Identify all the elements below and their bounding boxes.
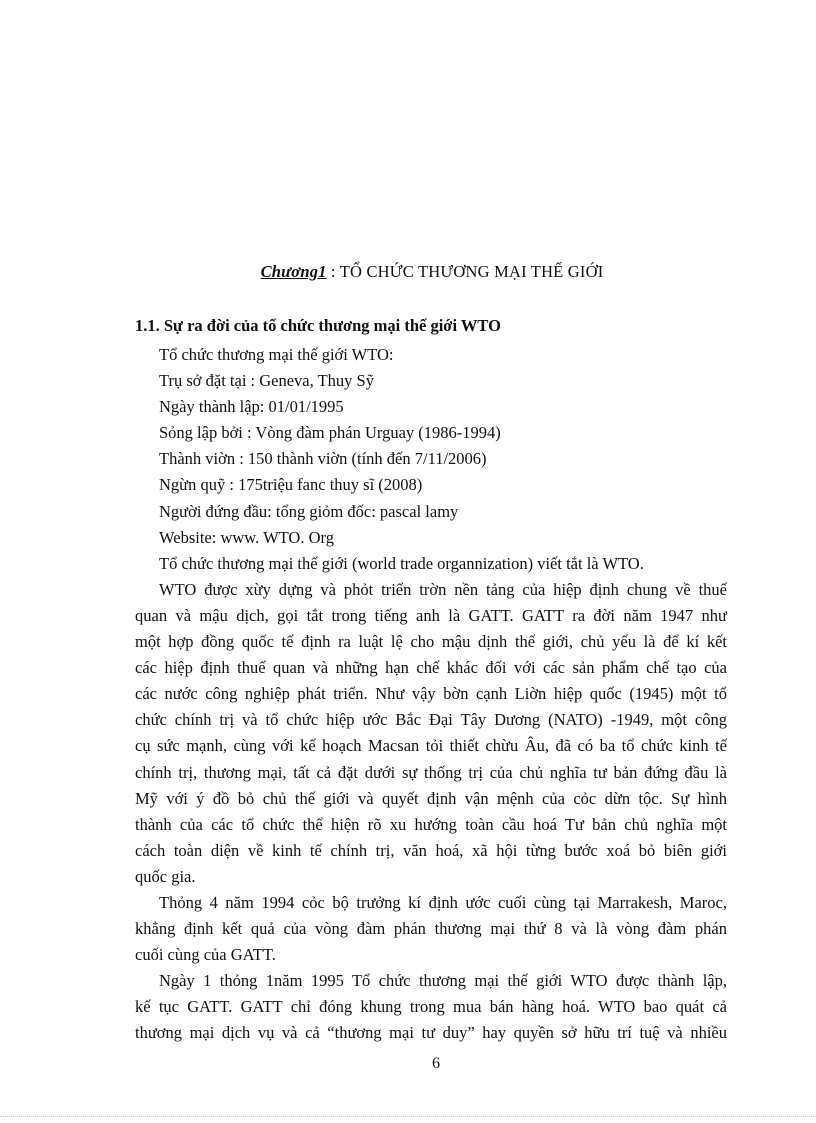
page-bottom-divider	[0, 1116, 816, 1117]
info-line-headquarters: Trụ sở đặt tại : Geneva, Thuy Sỹ	[159, 371, 374, 391]
paragraph-line: quan và mậu dịch, gọi tắt trong tiếng anh là GATT. GATT ra đời năm 1947 như	[135, 605, 727, 625]
paragraph-line: WTO được xừy dựng và phỏt triển trờn nền tảng của hiệp định chung về thuế	[159, 579, 727, 599]
paragraph-line: một hợp đồng quốc tế định ra luật lệ cho mậu dịnh thế giới, chủ yếu là để kí kết	[135, 632, 727, 652]
info-line-org: Tổ chức thương mại thế giới WTO:	[159, 345, 394, 364]
info-line-founded: Ngày thành lập: 01/01/1995	[159, 397, 344, 417]
info-line-head: Người đứng đầu: tổng giỏm đốc: pascal lamy	[159, 501, 459, 521]
section-heading: 1.1. Sự ra đời của tổ chức thương mại thế giới WTO	[135, 316, 501, 335]
paragraph-line: các hiệp định thuế quan và những hạn chế khác đối với các sản phẩm chế tạo của	[135, 658, 727, 678]
info-line-abbreviation: Tổ chức thương mại thế giới (world trade organnization) viết tắt là WTO.	[159, 553, 644, 573]
paragraph-line: cách toàn diện về kinh tế chính trị, văn hoá, xã hội từng bước xoá bỏ biên giới	[135, 840, 727, 860]
paragraph-line: cuối cùng của GATT.	[135, 945, 276, 965]
paragraph-line: thương mại dịch vụ và cả “thương mại tư duy” hay quyền sở hữu trí tuệ và nhiều	[135, 1023, 727, 1043]
paragraph-line: Thỏng 4 năm 1994 cỏc bộ trưởng kí định ước cuối cùng tại Marrakesh, Maroc,	[159, 892, 727, 912]
info-line-website: Website: www. WTO. Org	[159, 527, 334, 547]
paragraph-line: cụ sức mạnh, cùng với kế hoạch Macsan tỏi thiết chừu Âu, đã có ba tổ chức kinh tế	[135, 736, 727, 756]
paragraph-line: quốc gia.	[135, 866, 196, 886]
info-line-members: Thành viờn : 150 thành viờn (tính đến 7/11/2006)	[159, 449, 487, 469]
paragraph-line: chính trị, thương mại, tất cả đặt dưới sự thống trị của chủ nghĩa tư bản đứng đầu là	[135, 762, 727, 782]
paragraph-line: các nước công nghiệp phát triển. Như vậy bờn cạnh Liờn hiệp quốc (1945) một tổ	[135, 684, 727, 704]
chapter-title	[0, 262, 816, 282]
chapter-label: Chương1	[260, 262, 327, 281]
paragraph-line: Ngày 1 thỏng 1năm 1995 Tổ chức thương mại thế giới WTO được thành lập,	[159, 971, 727, 991]
body-text	[135, 342, 727, 1047]
paragraph-line: kế tục GATT. GATT chỉ đóng khung trong mua bán hàng hoá. WTO bao quát cả	[135, 997, 727, 1017]
info-line-budget: Ngừn quỹ : 175triệu fanc thuy sĩ (2008)	[159, 475, 423, 495]
paragraph-line: Mỹ với ý đồ bỏ chủ thế giới và quyết định vận mệnh của cỏc dừn tộc. Sự hình	[135, 788, 727, 808]
paragraph-line: khẳng định kết quả của vòng đàm phán thương mại thứ 8 và là vòng đàm phán	[135, 919, 727, 939]
info-line-established-by: Sỏng lập bởi : Vòng đàm phán Urguay (1986-1994)	[159, 423, 501, 443]
paragraph-line: thành của các tổ chức thể hiện rõ xu hướng toàn cầu hoá Tư bản chủ nghĩa một	[135, 814, 727, 834]
page-number: 6	[432, 1055, 440, 1072]
paragraph-line: chức chính trị và tổ chức hiệp ước Bắc Đại Tây Dương (NATO) -1949, một công	[135, 710, 727, 730]
chapter-title-text: : TỔ CHỨC THƯƠNG MẠI THẾ GIỚI	[330, 262, 604, 281]
